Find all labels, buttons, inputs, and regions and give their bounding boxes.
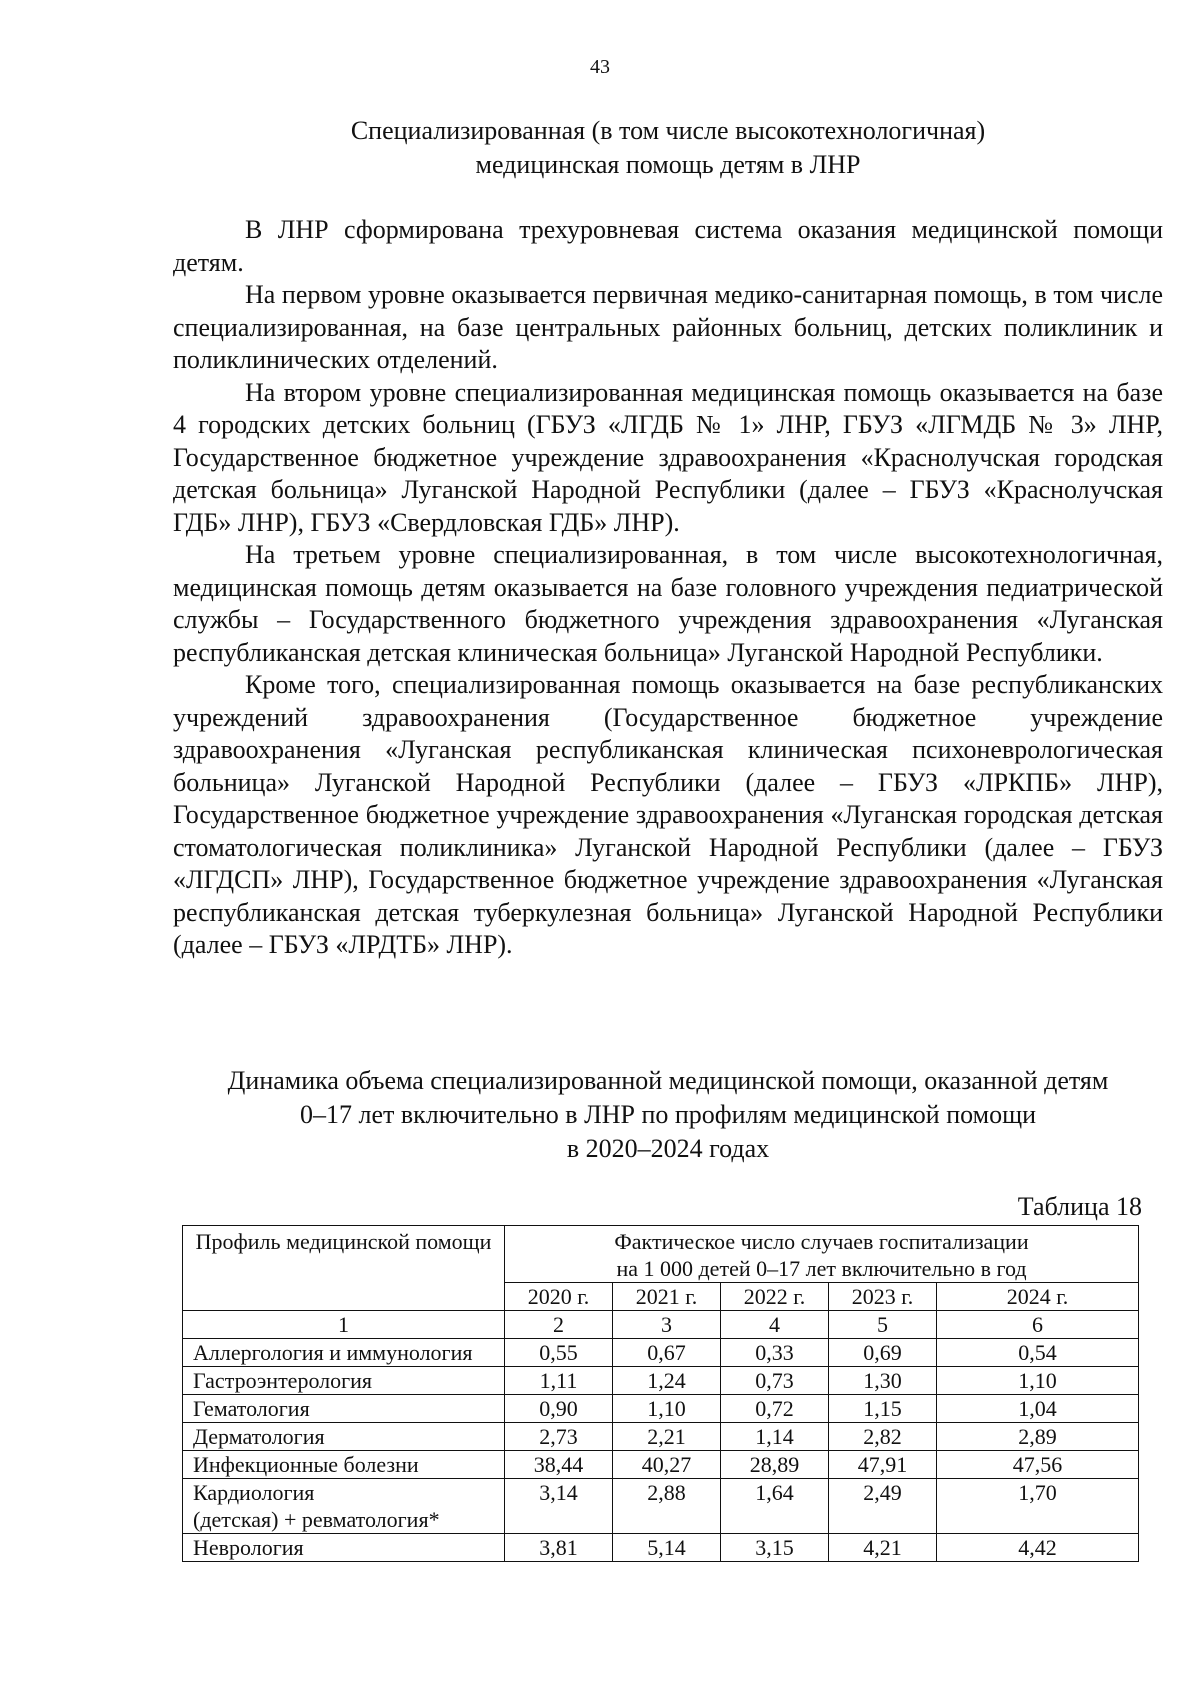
- hospitalization-table: [182, 1225, 1139, 1562]
- header-year: 2023 г.: [829, 1283, 937, 1311]
- table-row: [183, 1479, 1139, 1534]
- value-cell: 2,21: [613, 1423, 721, 1451]
- column-index: 2: [505, 1311, 613, 1339]
- table-row: [183, 1367, 1139, 1395]
- section-title: [173, 114, 1163, 182]
- profile-cell: [183, 1479, 505, 1534]
- value-cell: 1,04: [937, 1395, 1139, 1423]
- column-index: 1: [183, 1311, 505, 1339]
- section-title-line-2: медицинская помощь детям в ЛНР: [475, 150, 861, 179]
- table-label: Таблица 18: [1017, 1192, 1142, 1221]
- profile-cell-line-2: (детская) + ревматология*: [193, 1507, 440, 1532]
- value-cell: 1,14: [721, 1423, 829, 1451]
- header-hospitalization-rate-line-2: на 1 000 детей 0–17 лет включительно в год: [616, 1256, 1027, 1281]
- profile-cell: Аллергология и иммунология: [183, 1339, 505, 1367]
- table-row: [183, 1451, 1139, 1479]
- profile-cell: Гематология: [183, 1395, 505, 1423]
- column-index: 5: [829, 1311, 937, 1339]
- header-hospitalization-rate: [505, 1226, 1139, 1283]
- profile-cell: Инфекционные болезни: [183, 1451, 505, 1479]
- value-cell: 0,67: [613, 1339, 721, 1367]
- profile-cell: Неврология: [183, 1534, 505, 1562]
- table-title: [173, 1064, 1163, 1166]
- value-cell: 1,11: [505, 1367, 613, 1395]
- value-cell: 3,81: [505, 1534, 613, 1562]
- value-cell: 0,69: [829, 1339, 937, 1367]
- header-year: 2022 г.: [721, 1283, 829, 1311]
- paragraph-1: В ЛНР сформирована трехуровневая система оказания медицинской помощи детям.: [173, 215, 1163, 277]
- table-title-line-2: 0–17 лет включительно в ЛНР по профилям медицинской помощи: [299, 1100, 1037, 1129]
- value-cell: 5,14: [613, 1534, 721, 1562]
- profile-cell: Гастроэнтерология: [183, 1367, 505, 1395]
- paragraph-4: На третьем уровне специализированная, в том числе высокотехнологичная, медицинская помощь детям оказывается на базе головного учреждения педиатрической службы – Государственного бюджетного учреждения здравоохранения «Луганская республиканская детская клиническая больница» Луганской Народной Республики.: [173, 540, 1163, 667]
- value-cell: 47,91: [829, 1451, 937, 1479]
- value-cell: 2,82: [829, 1423, 937, 1451]
- value-cell: 4,42: [937, 1534, 1139, 1562]
- value-cell: 47,56: [937, 1451, 1139, 1479]
- value-cell: 0,90: [505, 1395, 613, 1423]
- paragraph-3: На втором уровне специализированная медицинская помощь оказывается на базе 4 городских детских больниц (ГБУЗ «ЛГДБ № 1» ЛНР, ГБУЗ «ЛГМДБ № 3» ЛНР, Государственное бюджетное учреждение здравоохранения «Краснолучская городская детская больница» Луганской Народной Республики (далее – ГБУЗ «Краснолучская ГДБ» ЛНР), ГБУЗ «Свердловская ГДБ» ЛНР).: [173, 377, 1163, 537]
- value-cell: 1,15: [829, 1395, 937, 1423]
- body-text: [173, 214, 1163, 962]
- column-index-row: [183, 1311, 1139, 1339]
- page-number: 43: [590, 56, 610, 78]
- value-cell: 1,70: [937, 1479, 1139, 1534]
- header-year: 2021 г.: [613, 1283, 721, 1311]
- table-title-line-1: Динамика объема специализированной медицинской помощи, оказанной детям: [227, 1066, 1109, 1095]
- value-cell: 38,44: [505, 1451, 613, 1479]
- value-cell: 3,14: [505, 1479, 613, 1534]
- value-cell: 3,15: [721, 1534, 829, 1562]
- value-cell: 1,24: [613, 1367, 721, 1395]
- table-row: [183, 1423, 1139, 1451]
- value-cell: 40,27: [613, 1451, 721, 1479]
- header-profile: Профиль медицинской помощи: [183, 1226, 505, 1311]
- table-row: [183, 1534, 1139, 1562]
- value-cell: 0,73: [721, 1367, 829, 1395]
- profile-cell: Дерматология: [183, 1423, 505, 1451]
- value-cell: 28,89: [721, 1451, 829, 1479]
- value-cell: 1,64: [721, 1479, 829, 1534]
- table-row: [183, 1395, 1139, 1423]
- paragraph-5: Кроме того, специализированная помощь оказывается на базе республиканских учреждений здравоохранения (Государственное бюджетное учреждение здравоохранения «Луганская республиканская клиническая психоневрологическая больница» Луганской Народной Республики (далее – ГБУЗ «ЛРКПБ» ЛНР), Государственное бюджетное учреждение здравоохранения «Луганская городская детская стоматологическая поликлиника» Луганской Народной Республики (далее – ГБУЗ «ЛГДСП» ЛНР), Государственное бюджетное учреждение здравоохранения «Луганская республиканская детская туберкулезная больница» Луганской Народной Республики (далее – ГБУЗ «ЛРДТБ» ЛНР).: [173, 670, 1163, 959]
- value-cell: 4,21: [829, 1534, 937, 1562]
- column-index: 4: [721, 1311, 829, 1339]
- value-cell: 1,10: [937, 1367, 1139, 1395]
- column-index: 6: [937, 1311, 1139, 1339]
- value-cell: 0,55: [505, 1339, 613, 1367]
- value-cell: 2,89: [937, 1423, 1139, 1451]
- profile-cell-line-1: Кардиология: [193, 1480, 315, 1505]
- header-hospitalization-rate-line-1: Фактическое число случаев госпитализации: [614, 1229, 1029, 1254]
- value-cell: 2,49: [829, 1479, 937, 1534]
- value-cell: 0,33: [721, 1339, 829, 1367]
- value-cell: 2,73: [505, 1423, 613, 1451]
- value-cell: 2,88: [613, 1479, 721, 1534]
- section-title-line-1: Специализированная (в том числе высокотехнологичная): [350, 116, 986, 145]
- header-year: 2020 г.: [505, 1283, 613, 1311]
- table-title-line-3: в 2020–2024 годах: [566, 1134, 770, 1163]
- value-cell: 1,30: [829, 1367, 937, 1395]
- table-row: [183, 1339, 1139, 1367]
- value-cell: 1,10: [613, 1395, 721, 1423]
- column-index: 3: [613, 1311, 721, 1339]
- paragraph-2: На первом уровне оказывается первичная медико-санитарная помощь, в том числе специализированная, на базе центральных районных больниц, детских поликлиник и поликлинических отделений.: [173, 280, 1163, 374]
- value-cell: 0,54: [937, 1339, 1139, 1367]
- header-year: 2024 г.: [937, 1283, 1139, 1311]
- table-header-row: [183, 1226, 1139, 1283]
- value-cell: 0,72: [721, 1395, 829, 1423]
